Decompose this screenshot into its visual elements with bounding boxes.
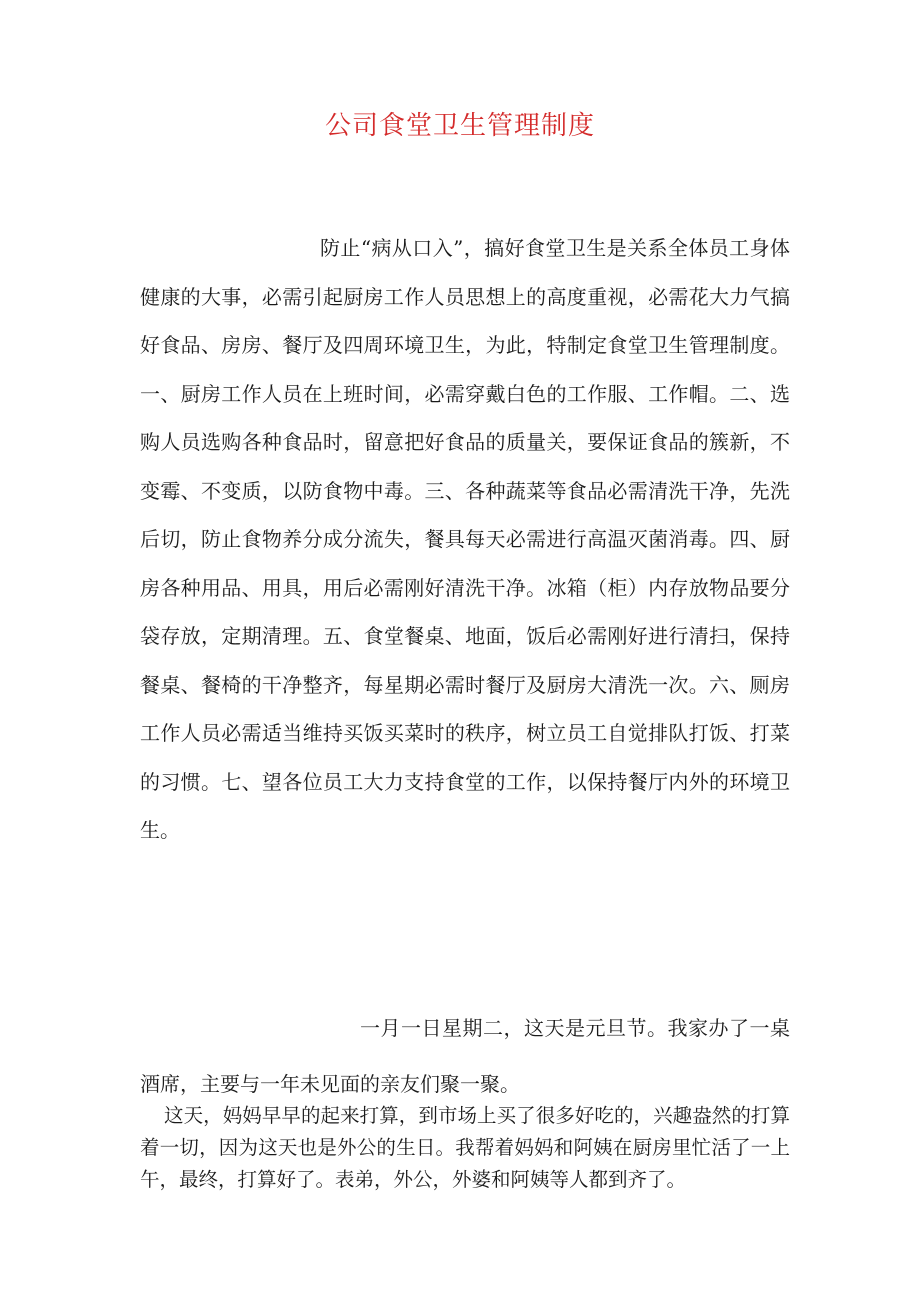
paragraph-hygiene-rules: 防止“病从口入”，搞好食堂卫生是关系全体员工身体健康的大事，必需引起厨房工作人员思想上的高度重视，必需花大力气搞好食品、房房、餐厅及四周环境卫生，为此，特制定食堂卫生管理制度。一、厨房工作人员在上班时间，必需穿戴白色的工作服、工作帽。二、选购人员选购各种食品时，留意把好食品的质量关，要保证食品的簇新，不变霉、不变质，以防食物中毒。三、各种蔬菜等食品必需清洗干净，先洗后切，防止食物养分成分流失，餐具每天必需进行高温灭菌消毒。四、厨房各种用品、用具，用后必需刚好清洗干净。冰箱（柜）内存放物品要分袋存放，定期清理。五、食堂餐桌、地面，饭后必需刚好进行清扫，保持餐桌、餐椅的干净整齐，每星期必需时餐厅及厨房大清洗一次。六、厕房工作人员必需适当维持买饭买菜时的秩序，树立员工自觉排队打饭、打菜的习惯。七、望各位员工大力支持食堂的工作，以保持餐厅内外的环境卫生。 bbox=[140, 236, 790, 842]
paragraph-preparation: 这天，妈妈早早的起来打算，到市场上买了很多好吃的，兴趣盎然的打算着一切，因为这天也是外公的生日。我帮着妈妈和阿姨在厨房里忙活了一上午，最终，打算好了。表弟，外公，外婆和阿姨等人都到齐了。 bbox=[140, 1104, 790, 1191]
document-title: 公司食堂卫生管理制度 bbox=[324, 111, 595, 141]
paragraph-new-year-intro: 一月一日星期二，这天是元旦节。我家办了一桌酒席，主要与一年未见面的亲友们聚一聚。 bbox=[140, 1016, 790, 1096]
